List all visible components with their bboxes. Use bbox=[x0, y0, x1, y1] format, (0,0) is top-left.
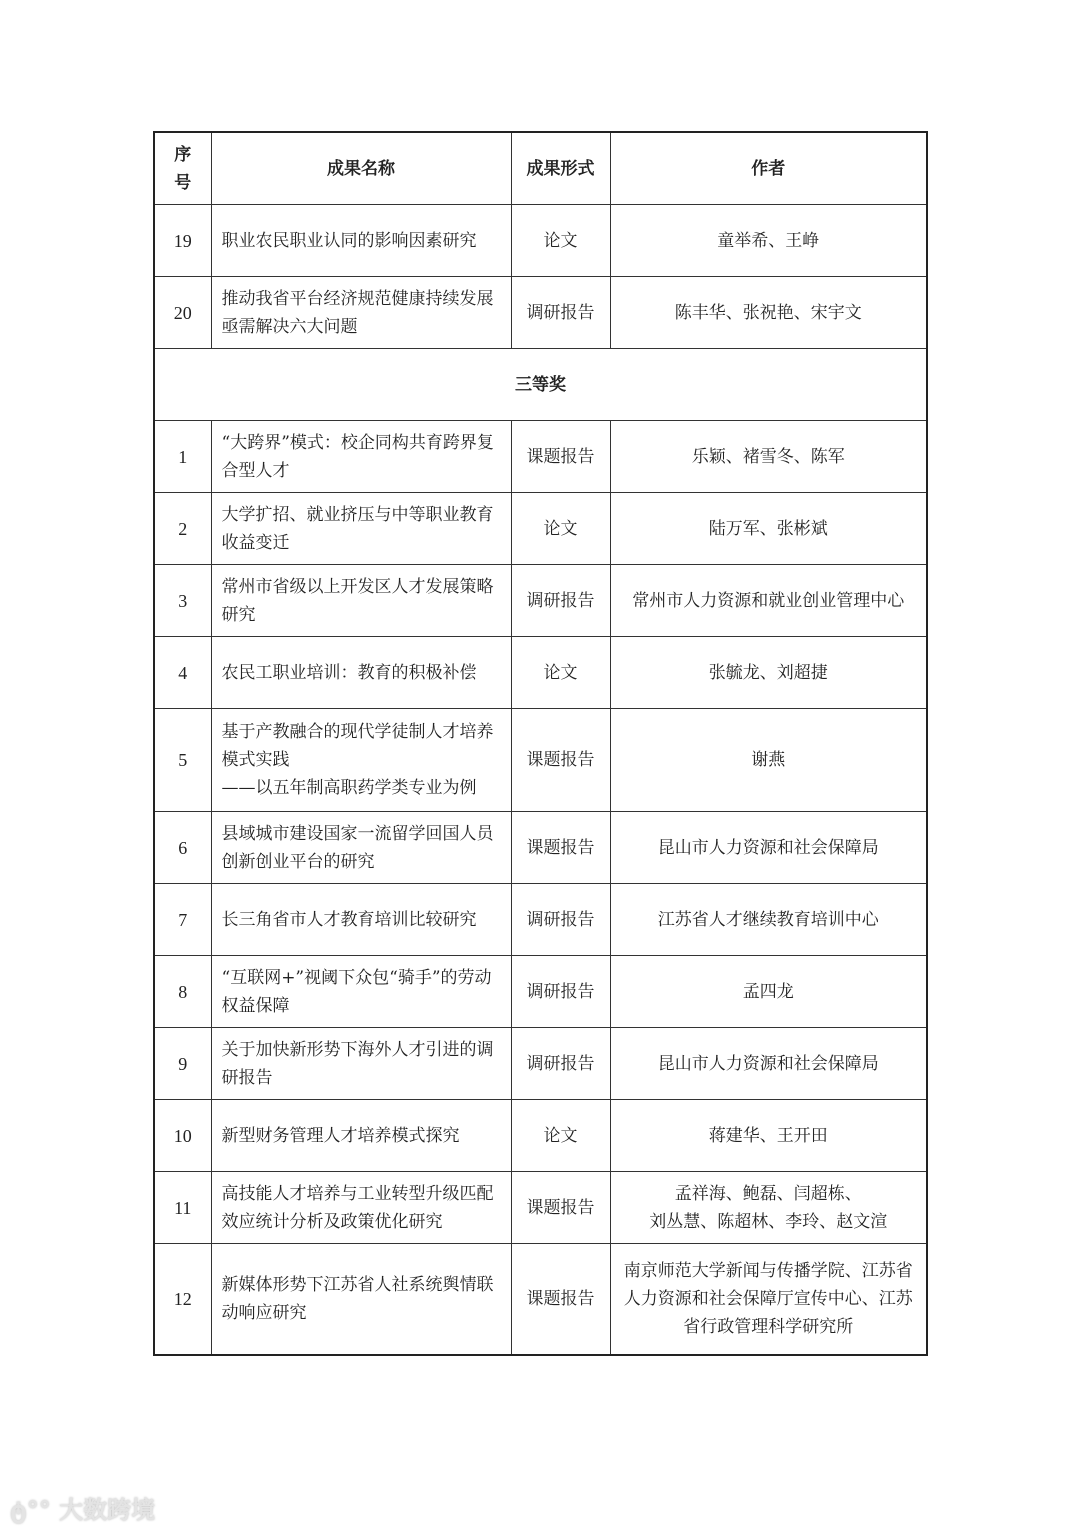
table-row bbox=[154, 956, 927, 1028]
row-author: 乐颖、褚雪冬、陈军 bbox=[610, 421, 927, 493]
row-form: 课题报告 bbox=[511, 1172, 610, 1244]
row-form: 课题报告 bbox=[511, 812, 610, 884]
row-number: 5 bbox=[154, 709, 211, 812]
row-form: 论文 bbox=[511, 493, 610, 565]
row-form: 课题报告 bbox=[511, 421, 610, 493]
row-number: 11 bbox=[154, 1172, 211, 1244]
table-row bbox=[154, 1028, 927, 1100]
table-row bbox=[154, 205, 927, 277]
row-title: 推动我省平台经济规范健康持续发展亟需解决六大问题 bbox=[211, 277, 511, 349]
awards-table bbox=[153, 131, 928, 1356]
row-title: “大跨界”模式：校企同构共育跨界复合型人才 bbox=[211, 421, 511, 493]
row-author: 常州市人力资源和就业创业管理中心 bbox=[610, 565, 927, 637]
row-number: 2 bbox=[154, 493, 211, 565]
row-form: 调研报告 bbox=[511, 884, 610, 956]
row-form: 调研报告 bbox=[511, 1028, 610, 1100]
table-row bbox=[154, 812, 927, 884]
row-author: 张毓龙、刘超捷 bbox=[610, 637, 927, 709]
row-number: 7 bbox=[154, 884, 211, 956]
row-author: 昆山市人力资源和社会保障局 bbox=[610, 812, 927, 884]
row-title: 常州市省级以上开发区人才发展策略研究 bbox=[211, 565, 511, 637]
header-author: 作者 bbox=[610, 132, 927, 205]
row-author: 谢燕 bbox=[610, 709, 927, 812]
table-row bbox=[154, 565, 927, 637]
row-form: 调研报告 bbox=[511, 277, 610, 349]
row-form: 调研报告 bbox=[511, 565, 610, 637]
row-author: 孟四龙 bbox=[610, 956, 927, 1028]
row-author: 孟祥海、鲍磊、闫超栋、 刘丛慧、陈超林、李玲、赵文渲 bbox=[610, 1172, 927, 1244]
table-row bbox=[154, 1244, 927, 1356]
header-row bbox=[154, 132, 927, 205]
row-number: 1 bbox=[154, 421, 211, 493]
row-title: 新媒体形势下江苏省人社系统舆情联动响应研究 bbox=[211, 1244, 511, 1356]
row-author: 陆万军、张彬斌 bbox=[610, 493, 927, 565]
table-row bbox=[154, 709, 927, 812]
row-title: 县域城市建设国家一流留学回国人员创新创业平台的研究 bbox=[211, 812, 511, 884]
table-row bbox=[154, 637, 927, 709]
row-number: 20 bbox=[154, 277, 211, 349]
row-form: 课题报告 bbox=[511, 1244, 610, 1356]
table-row bbox=[154, 884, 927, 956]
row-form: 论文 bbox=[511, 637, 610, 709]
row-form: 课题报告 bbox=[511, 709, 610, 812]
row-title: 新型财务管理人才培养模式探究 bbox=[211, 1100, 511, 1172]
table-row bbox=[154, 421, 927, 493]
section-title: 三等奖 bbox=[154, 349, 927, 421]
section-row bbox=[154, 349, 927, 421]
row-number: 19 bbox=[154, 205, 211, 277]
header-form: 成果形式 bbox=[511, 132, 610, 205]
row-title: 基于产教融合的现代学徒制人才培养模式实践 ——以五年制高职药学类专业为例 bbox=[211, 709, 511, 812]
table-row bbox=[154, 277, 927, 349]
row-title: 关于加快新形势下海外人才引进的调研报告 bbox=[211, 1028, 511, 1100]
table-row bbox=[154, 493, 927, 565]
watermark-logo: ტ°° 大数跨境 bbox=[10, 1496, 156, 1524]
row-title: 职业农民职业认同的影响因素研究 bbox=[211, 205, 511, 277]
row-author: 南京师范大学新闻与传播学院、江苏省人力资源和社会保障厅宣传中心、江苏省行政管理科学研究所 bbox=[610, 1244, 927, 1356]
row-author: 童举希、王峥 bbox=[610, 205, 927, 277]
row-number: 4 bbox=[154, 637, 211, 709]
row-form: 调研报告 bbox=[511, 956, 610, 1028]
row-author: 昆山市人力资源和社会保障局 bbox=[610, 1028, 927, 1100]
row-number: 6 bbox=[154, 812, 211, 884]
row-number: 3 bbox=[154, 565, 211, 637]
row-number: 10 bbox=[154, 1100, 211, 1172]
row-author: 陈丰华、张祝艳、宋宇文 bbox=[610, 277, 927, 349]
row-author: 江苏省人才继续教育培训中心 bbox=[610, 884, 927, 956]
row-number: 12 bbox=[154, 1244, 211, 1356]
table-row bbox=[154, 1172, 927, 1244]
row-title: 长三角省市人才教育培训比较研究 bbox=[211, 884, 511, 956]
row-title: 大学扩招、就业挤压与中等职业教育收益变迁 bbox=[211, 493, 511, 565]
header-no: 序号 bbox=[154, 132, 211, 205]
header-title: 成果名称 bbox=[211, 132, 511, 205]
row-number: 8 bbox=[154, 956, 211, 1028]
row-number: 9 bbox=[154, 1028, 211, 1100]
row-title: 农民工职业培训：教育的积极补偿 bbox=[211, 637, 511, 709]
row-title: “互联网+”视阈下众包“骑手”的劳动权益保障 bbox=[211, 956, 511, 1028]
row-form: 论文 bbox=[511, 205, 610, 277]
row-form: 论文 bbox=[511, 1100, 610, 1172]
row-title: 高技能人才培养与工业转型升级匹配效应统计分析及政策优化研究 bbox=[211, 1172, 511, 1244]
row-author: 蒋建华、王开田 bbox=[610, 1100, 927, 1172]
table-row bbox=[154, 1100, 927, 1172]
